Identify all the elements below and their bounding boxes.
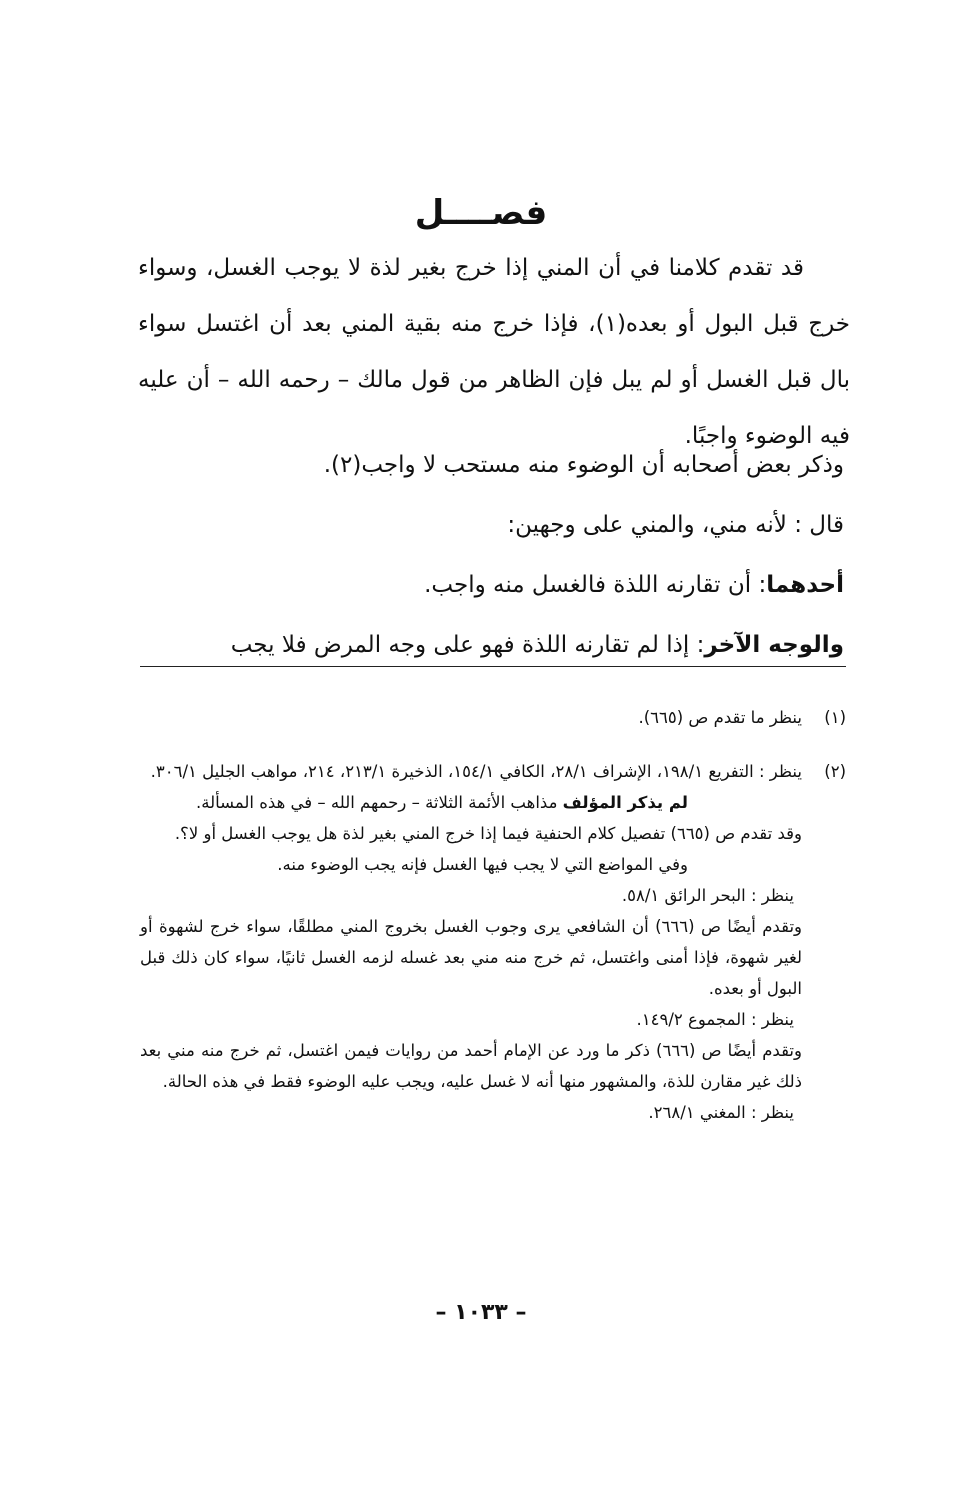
bold-term-first: أحدهما <box>766 572 844 598</box>
footnote-2-ahmad: وتقدم أيضًا ص (٦٦٦) ذكر ما ورد عن الإمام أحمد من روايات فيمن اغتسل، ثم خرج منه مني بعد ذلك غير مقارن للذة، والمشهور منها أنه لا غسل عليه، ويجب عليه الوضوء فقط في هذه الحالة. <box>140 1041 802 1091</box>
footnote-2-shafii: وتقدم أيضًا ص (٦٦٦) أن الشافعي يرى وجوب الغسل بخروج المني مطلقًا، سواء خرج لشهوة أو لغير شهوة، فإذا أمنى واغتسل، ثم خرج منه مني بعد غسله لزمه الغسل ثانيًا، سواء كان ذلك قبل البول أو بعده. <box>140 917 803 998</box>
bold-term-other: والوجه الآخر <box>704 632 844 658</box>
footnote-2-references: ينظر : التفريع ١٩٨/١، الإشراف ٢٨/١، الكافي ١٥٤/١، الذخيرة ٢١٣/١، ٢١٤، مواهب الجليل ٣٠٦/١. <box>150 762 802 781</box>
footnote-1-text: ينظر ما تقدم ص (٦٦٥). <box>638 708 802 727</box>
footnote-2 <box>140 756 846 1128</box>
footnote-2-note-text: مذاهب الأئمة الثلاثة – رحمهم الله – في هذه المسألة. <box>196 793 563 812</box>
footnote-divider <box>140 666 846 667</box>
paragraph-5 <box>184 617 844 673</box>
footnote-2-hanafi: وقد تقدم ص (٦٦٥) تفصيل كلام الحنفية فيما إذا خرج المني بغير لذة هل يوجب الغسل أو لا؟. <box>174 824 802 843</box>
footnote-2-hanafi-2: وفي المواضع التي لا يجب فيها الغسل فإنه يجب الوضوء منه. <box>277 855 688 874</box>
paragraph-3: قال : لأنه مني، والمني على وجهين: <box>507 512 844 538</box>
footnote-2-ref-1: ينظر : البحر الرائق ٥٨/١. <box>621 886 794 905</box>
footnote-1 <box>140 702 846 733</box>
footnote-2-note-bold: لم يذكر المؤلف <box>562 793 688 812</box>
paragraph-2: وذكر بعض أصحابه أن الوضوء منه مستحب لا واجب(٢). <box>323 452 844 478</box>
footnote-2-text <box>140 756 802 1128</box>
footnote-2-number: (٢) <box>824 762 846 781</box>
page-number: – ١٠٣٣ – <box>435 1300 527 1325</box>
footnote-2-ref-3: ينظر : المغني ٢٦٨/١. <box>648 1103 794 1122</box>
section-title: فصــــل <box>414 193 548 233</box>
footnote-2-ref-2: ينظر : المجموع ١٤٩/٢. <box>636 1010 794 1029</box>
paragraph-4 <box>184 557 844 613</box>
paragraph-1: قد تقدم كلامنا في أن المني إذا خرج بغير لذة لا يوجب الغسل، وسواء خرج قبل البول أو بعده(١)، فإذا خرج منه بقية المني بعد أن اغتسل سواء بال قبل الغسل أو لم يبل فإن الظاهر من قول مالك – رحمه الله – أن عليه فيه الوضوء واجبًا. <box>138 255 851 449</box>
paragraph-4-text: : أن تقارنه اللذة فالغسل منه واجب. <box>424 572 767 598</box>
footnote-1-number: (١) <box>824 708 846 727</box>
footnote-2-note <box>140 787 802 818</box>
paragraph-5-text: : إذا لم تقارنه اللذة فهو على وجه المرض فلا يجب <box>230 632 705 658</box>
